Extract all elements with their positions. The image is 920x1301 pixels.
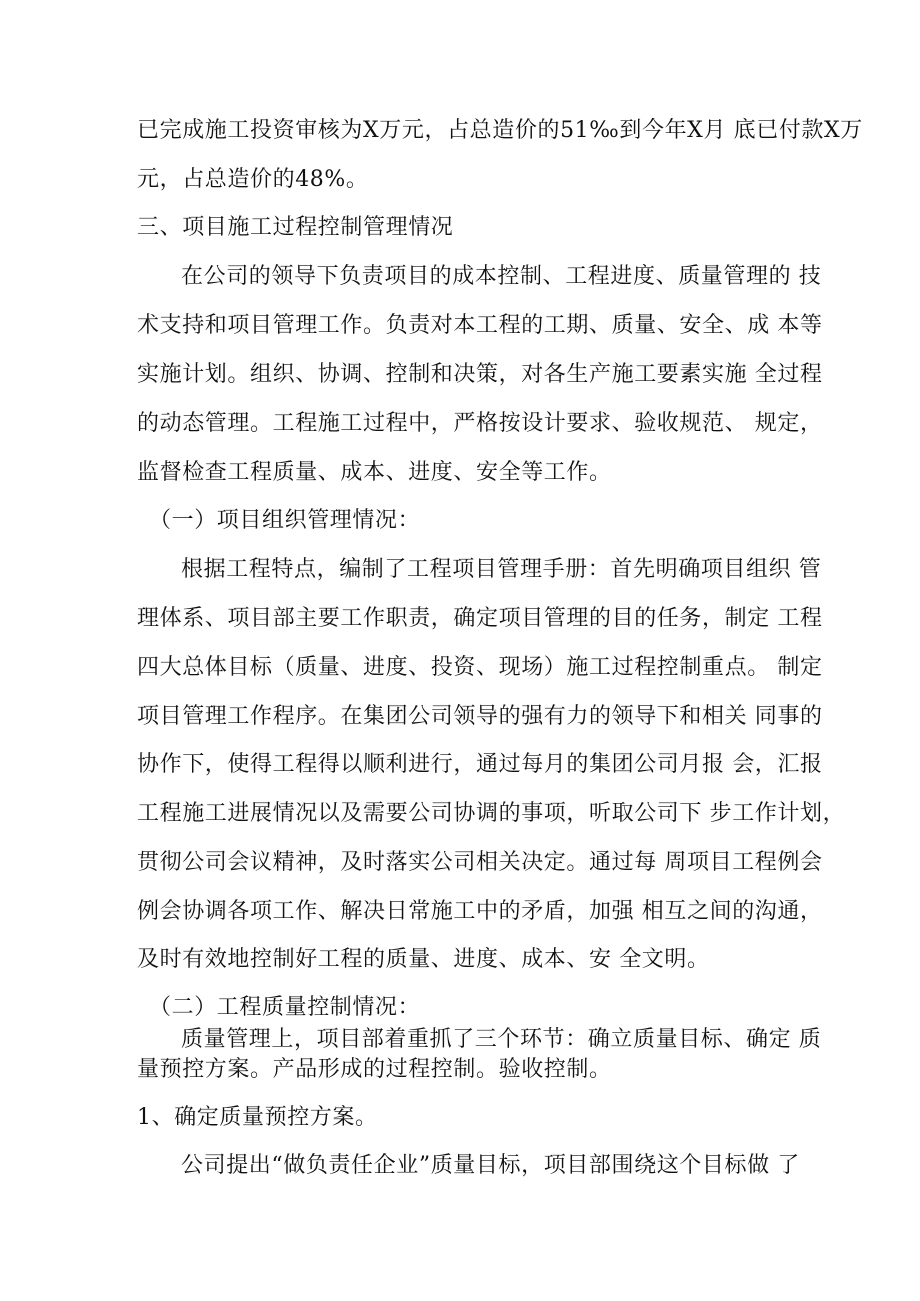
subsection-one-line-3: 四大总体目标（质量、进度、投资、现场）施工过程控制重点。 制定 bbox=[137, 655, 823, 680]
subsection-one-line-6: 工程施工进展情况以及需要公司协调的事项，听取公司下 步工作计划， bbox=[137, 801, 846, 826]
intro-line-1: 已完成施工投资审核为X万元，占总造价的51‰到今年X月 底已付款X万 bbox=[137, 118, 863, 143]
section-three-heading: 三、项目施工过程控制管理情况 bbox=[137, 215, 454, 240]
subsection-two-heading: （二）工程质量控制情况： bbox=[149, 995, 421, 1020]
subsection-one-line-8: 例会协调各项工作、解决日常施工中的矛盾，加强 相互之间的沟通， bbox=[137, 899, 823, 924]
subsection-one-line-9: 及时有效地控制好工程的质量、进度、成本、安 全文明。 bbox=[137, 947, 710, 972]
subsection-one-heading: （一）项目组织管理情况： bbox=[149, 508, 421, 533]
section-three-line-1: 在公司的领导下负责项目的成本控制、工程进度、质量管理的 技 bbox=[181, 264, 822, 289]
section-three-line-3: 实施计划。组织、协调、控制和决策，对各生产施工要素实施 全过程 bbox=[137, 362, 823, 387]
section-three-line-5: 监督检查工程质量、成本、进度、安全等工作。 bbox=[137, 460, 612, 485]
section-three-line-2: 术支持和项目管理工作。负责对本工程的工期、质量、安全、成 本等 bbox=[137, 313, 823, 338]
subsection-one-line-1: 根据工程特点，编制了工程项目管理手册：首先明确项目组织 管 bbox=[181, 557, 822, 582]
intro-line-2: 元，占总造价的48%。 bbox=[137, 167, 369, 192]
subsection-one-line-5: 协作下，使得工程得以顺利进行，通过每月的集团公司月报 会，汇报 bbox=[137, 752, 823, 777]
subsection-two-line-1: 质量管理上，项目部着重抓了三个环节：确立质量目标、确定 质 bbox=[181, 1027, 822, 1052]
subsection-one-line-7: 贯彻公司会议精神，及时落实公司相关决定。通过每 周项目工程例会 bbox=[137, 850, 823, 875]
subsection-one-line-2: 理体系、项目部主要工作职责，确定项目管理的目的任务，制定 工程 bbox=[137, 606, 823, 631]
subsection-two-line-2: 量预控方案。产品形成的过程控制。验收控制。 bbox=[137, 1057, 612, 1082]
item-one-line-1: 公司提出“做负责任企业”质量目标，项目部围绕这个目标做 了 bbox=[181, 1153, 800, 1178]
subsection-one-line-4: 项目管理工作程序。在集团公司领导的强有力的领导下和相关 同事的 bbox=[137, 704, 823, 729]
item-one-heading: 1、确定质量预控方案。 bbox=[137, 1105, 378, 1130]
section-three-line-4: 的动态管理。工程施工过程中，严格按设计要求、验收规范、 规定， bbox=[137, 411, 823, 436]
